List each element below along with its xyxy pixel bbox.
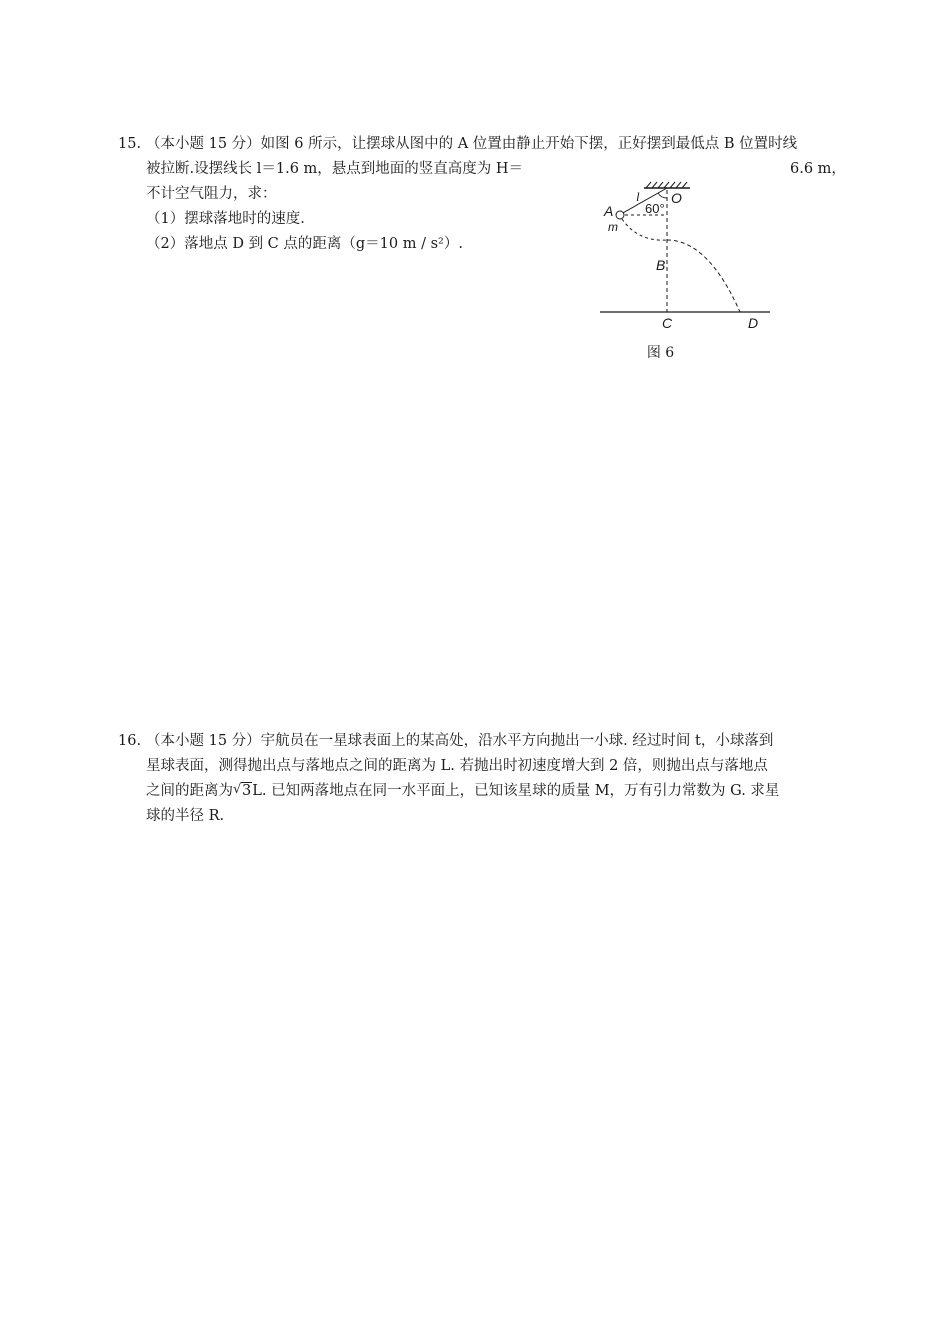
swing-arc	[622, 219, 667, 240]
q15-line-3: 不计空气阻力，求：	[146, 186, 277, 202]
label-O: O	[671, 190, 682, 206]
label-angle: 60°	[645, 201, 665, 216]
label-D: D	[748, 315, 759, 331]
label-m: m	[608, 220, 618, 234]
figure-6	[598, 180, 778, 360]
pendulum-diagram	[598, 180, 778, 340]
question-16	[118, 729, 853, 829]
label-l: l	[636, 189, 640, 204]
q15-sub-1: （1）摆球落地时的速度.	[146, 211, 305, 227]
q15-line-1: （本小题 15 分）如图 6 所示，让摆球从图中的 A 位置由静止开始下摆，正好摆到最低点 B 位置时线	[146, 136, 798, 152]
label-C: C	[662, 315, 673, 331]
question-number: 16.	[118, 733, 142, 749]
projectile-path	[667, 240, 740, 312]
q16-line-3b: L. 已知两落地点在同一水平面上，已知该星球的质量 M，万有引力常数为 G. 求星	[252, 783, 780, 799]
q16-line-4: 球的半径 R.	[146, 808, 225, 824]
q15-sub-2: （2）落地点 D 到 C 点的距离（g＝10 m / s²）.	[146, 236, 463, 252]
label-A: A	[604, 203, 614, 219]
q16-line-3a: 之间的距离为	[146, 783, 233, 799]
q16-line-1: （本小题 15 分）宇航员在一星球表面上的某高处，沿水平方向抛出一小球. 经过时间 t，小球落到	[146, 733, 774, 749]
q16-line-2: 星球表面，测得抛出点与落地点之间的距离为 L. 若抛出时初速度增大到 2 倍，则抛出点与落地点	[146, 758, 768, 774]
q15-line-2a: 被拉断.设摆线长 l＝1.6 m，悬点到地面的竖直高度为 H＝	[146, 161, 524, 177]
label-B: B	[656, 257, 666, 273]
sqrt-expression: √ 3	[233, 782, 252, 799]
pendulum-ball	[616, 211, 624, 219]
figure-caption: 图 6	[646, 345, 675, 361]
question-number: 15.	[118, 136, 142, 152]
angle-arc	[658, 193, 667, 198]
q15-line-2b: 6.6 m，	[790, 161, 846, 177]
sqrt-radicand: 3	[242, 783, 252, 799]
ceiling-hatch	[646, 182, 687, 188]
